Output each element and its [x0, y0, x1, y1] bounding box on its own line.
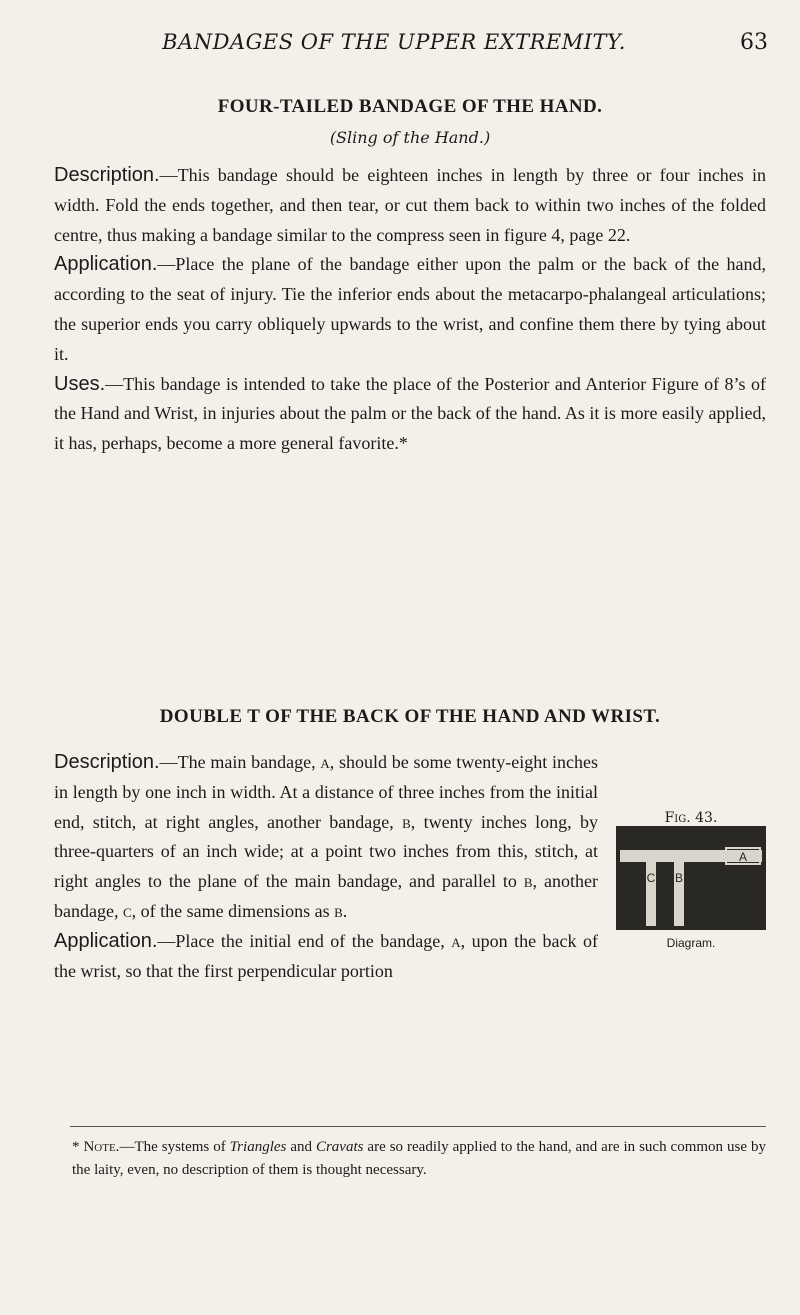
- description-text: , another bandage,: [54, 871, 598, 921]
- footnote-text: —The systems of: [119, 1139, 230, 1155]
- section-title: DOUBLE T OF THE BACK OF THE HAND AND WRIST.: [159, 706, 661, 727]
- footnote: [72, 1136, 766, 1182]
- section-four-tailed-bandage: [54, 96, 766, 459]
- description-heading: Description.: [54, 751, 160, 773]
- figure-caption: Diagram.: [666, 936, 716, 950]
- label-b: b: [334, 900, 343, 921]
- application-heading: Application.: [54, 253, 158, 276]
- footnote-mark: *: [72, 1139, 84, 1155]
- running-head: BANDAGES OF THE UPPER EXTREMITY.: [162, 30, 626, 54]
- label-c: c: [122, 900, 132, 921]
- footnote-italic: Cravats: [315, 1139, 364, 1155]
- description-text: —This bandage should be eighteen inches in length by three or four inches in width. Fold the ends together, and then tear, or cut them back to within two inches of the folded centre, thus making a bandage similar to the compress seen in figure 4, page 22.: [54, 165, 766, 245]
- description-text: , twenty inches long, by three-quarters of an inch wide; at a point two inches from this, stitch, at right angles to the plane of the main bandage, and parallel to: [54, 811, 598, 892]
- footnote-italic: Triangles: [229, 1139, 287, 1155]
- description-text: —The main bandage,: [159, 752, 321, 772]
- figure-label: Fig. 43.: [664, 810, 718, 826]
- description-paragraph: [54, 161, 766, 250]
- page-number: 63: [740, 30, 768, 55]
- label-a: a: [451, 930, 461, 951]
- description-text: , of the same dimensions as: [131, 900, 335, 921]
- figure-letter-b: B: [674, 871, 684, 885]
- application-text: —Place the plane of the bandage either upon the palm or the back of the hand, according to the seat of injury. Tie the inferior ends about the metacarpo-phalangeal articulations; the superior ends you carry obliquely upwards to the wrist, and confine them there by tying about it.: [54, 254, 766, 364]
- figure-letter-a: A: [738, 850, 748, 864]
- label-a: a: [320, 752, 330, 772]
- figure-43: [616, 806, 766, 950]
- description-text: .: [342, 900, 348, 921]
- application-paragraph: [54, 250, 766, 369]
- note-label: Note.: [83, 1139, 120, 1155]
- section-body: [54, 748, 766, 986]
- section-double-t-bandage: [54, 706, 766, 986]
- footnote-rule: [70, 1126, 766, 1127]
- uses-paragraph: [54, 370, 766, 459]
- footnote-text: and: [286, 1139, 316, 1155]
- section-title: FOUR-TAILED BANDAGE OF THE HAND.: [217, 96, 603, 117]
- uses-heading: Uses.: [54, 372, 106, 395]
- application-heading: Application.: [54, 929, 158, 952]
- uses-text: —This bandage is intended to take the place of the Posterior and Anterior Figure of 8’s of the Hand and Wrist, in injuries about the palm or the back of the hand. As it is more easily applied, it has, perhaps, become a more general favorite.*: [54, 373, 766, 454]
- figure-letter-c: C: [646, 871, 656, 885]
- application-text: —Place the initial end of the bandage,: [157, 930, 452, 951]
- section-subtitle: (Sling of the Hand.): [329, 128, 491, 147]
- label-b: b: [402, 811, 411, 832]
- application-text: , upon the back of the wrist, so that the first perpendicular portion: [54, 930, 598, 981]
- bandage-diagram-icon: [616, 826, 766, 930]
- label-b: b: [523, 871, 533, 892]
- footnote-text: are so readily applied to the hand, and are in such common use by the laity, even, no description of them is thought necessary.: [72, 1139, 766, 1178]
- description-heading: Description.: [54, 164, 160, 186]
- description-text: , should be some twenty-eight inches in length by one inch in width. At a distance of three inches from the initial end, stitch, at right angles, another bandage,: [54, 752, 598, 832]
